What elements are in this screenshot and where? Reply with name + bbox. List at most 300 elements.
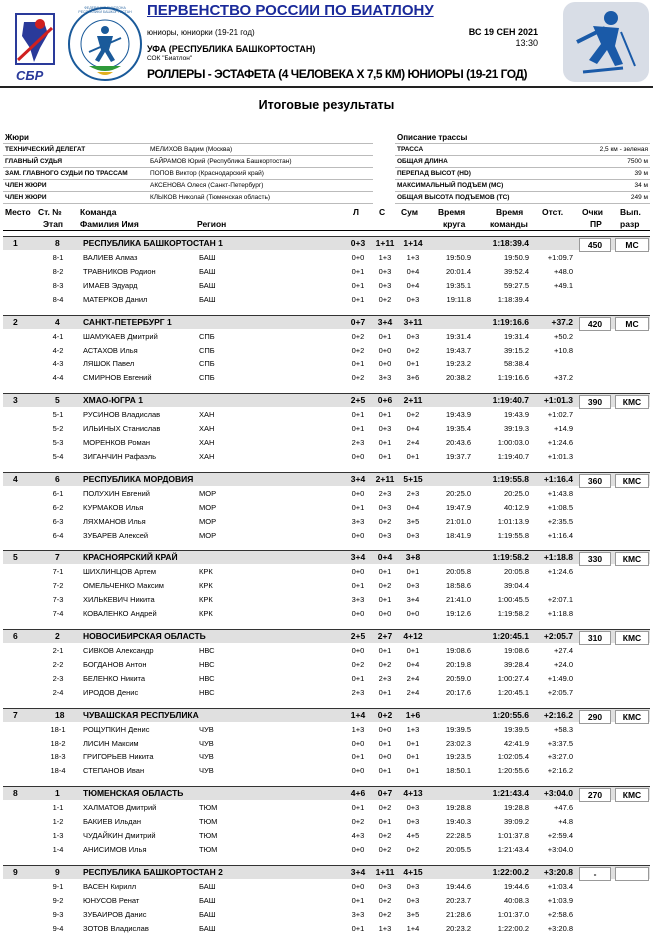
event-time: 13:30	[515, 38, 538, 48]
athlete-behind: +3:27.0	[547, 752, 573, 762]
team-place: 7	[13, 709, 18, 720]
athlete-lap: 20:19.8	[445, 659, 471, 669]
athlete-stage: 2-4	[52, 687, 64, 697]
col-s: С	[379, 207, 386, 217]
team-time: 1:20:45.1	[492, 631, 529, 641]
jury-row	[3, 180, 373, 192]
athlete-region: ТЮМ	[199, 817, 218, 827]
athlete-behind: +27.4	[554, 646, 573, 655]
athlete-behind: +1:43.8	[547, 488, 573, 498]
team-name: ЧУВАШСКАЯ РЕСПУБЛИКА	[83, 709, 199, 720]
athlete-lap: 19:44.6	[445, 881, 471, 891]
athlete-sum: 3+5	[406, 516, 420, 526]
athlete-region: МОР	[199, 502, 217, 512]
athlete-row	[3, 645, 650, 658]
team-time: 1:20:55.6	[492, 709, 529, 720]
athlete-total: 39:09.2	[503, 817, 529, 827]
athlete-name: ИЛЬИНЫХ Станислав	[83, 424, 161, 434]
team-bib: 2	[55, 631, 60, 641]
col-lap-time-2: круга	[443, 219, 466, 229]
col-points: Очки	[582, 207, 604, 217]
athlete-total: 19:50.9	[503, 253, 529, 262]
course-title: Описание трассы	[397, 133, 468, 142]
team-points: 290	[579, 710, 611, 724]
course-label: ТРАССА	[397, 146, 424, 153]
team-sum: 1+14	[403, 238, 423, 248]
athlete-stage: 5-4	[52, 451, 64, 461]
athlete-s: 0+3	[378, 280, 392, 290]
team-l: 2+5	[350, 395, 366, 406]
team-row	[3, 629, 650, 643]
athlete-sum: 0+3	[406, 803, 420, 813]
team-behind: +1:18.8	[543, 552, 573, 563]
athlete-behind: +1:02.7	[547, 410, 573, 420]
athlete-stage: 7-2	[52, 581, 64, 591]
team-place: 1	[13, 238, 18, 248]
athlete-lap: 20:23.2	[445, 923, 471, 933]
athlete-l: 0+1	[351, 359, 365, 369]
athlete-stage: 1-1	[52, 803, 64, 813]
sbr-logo	[10, 4, 60, 88]
athlete-lap: 19:12.6	[445, 609, 471, 619]
col-bib: Ст. №	[38, 207, 62, 217]
athlete-sum: 3+4	[406, 595, 420, 605]
athlete-lap: 23:02.3	[445, 738, 471, 748]
athlete-region: БАШ	[199, 280, 216, 290]
athlete-lap: 21:01.0	[445, 516, 471, 526]
athlete-row	[3, 895, 650, 908]
team-sum: 4+13	[403, 788, 423, 799]
athlete-stage: 7-1	[52, 567, 64, 577]
athlete-l: 0+2	[351, 659, 365, 669]
athlete-name: ЮНУСОВ Ренат	[83, 895, 140, 905]
athlete-region: ХАН	[199, 410, 215, 420]
athlete-behind: +3:37.5	[547, 738, 573, 748]
athlete-l: 0+2	[351, 373, 365, 383]
athlete-lap: 19:23.5	[445, 752, 471, 762]
athlete-name: ВАЛИЕВ Алмаз	[83, 253, 138, 262]
team-name: ТЮМЕНСКАЯ ОБЛАСТЬ	[83, 788, 184, 799]
athlete-stage: 8-4	[52, 294, 64, 304]
athlete-row	[3, 252, 650, 265]
athlete-lap: 19:39.5	[445, 724, 471, 734]
athlete-row	[3, 423, 650, 436]
athlete-lap: 19:23.2	[445, 359, 471, 369]
athlete-row	[3, 437, 650, 450]
athlete-total: 19:39.5	[503, 724, 529, 734]
event-date: ВС 19 СЕН 2021	[468, 27, 538, 37]
athlete-behind: +49.1	[554, 280, 573, 290]
sbr-logo-text: СБР	[16, 68, 44, 83]
athlete-stage: 5-1	[52, 410, 64, 420]
athlete-sum: 3+5	[406, 909, 420, 919]
athlete-l: 4+3	[351, 831, 365, 840]
team-row	[3, 708, 650, 722]
athlete-name: РОЩУПКИН Денис	[83, 724, 150, 734]
course-row	[395, 144, 650, 156]
athlete-region: СПБ	[199, 359, 215, 369]
header-divider	[0, 86, 653, 88]
athlete-l: 0+2	[351, 817, 365, 827]
team-bib: 9	[55, 866, 60, 877]
team-behind: +3:04.0	[543, 788, 573, 799]
athlete-row	[3, 516, 650, 529]
athlete-row	[3, 345, 650, 358]
athlete-region: НВС	[199, 659, 215, 669]
athlete-name: ЗУБАИРОВ Данис	[83, 909, 147, 919]
athlete-stage: 18-1	[50, 724, 66, 734]
athlete-lap: 21:41.0	[445, 595, 471, 605]
col-name: Фамилия Имя	[80, 219, 139, 229]
team-sum: 3+8	[405, 552, 421, 563]
athlete-behind: +2:07.1	[547, 595, 573, 605]
athlete-sum: 0+4	[406, 659, 420, 669]
athlete-sum: 0+1	[406, 567, 420, 577]
athlete-total: 1:22:00.2	[497, 923, 529, 933]
athlete-stage: 7-4	[52, 609, 64, 619]
col-behind: Отст.	[542, 207, 564, 217]
athlete-behind: +48.0	[554, 266, 573, 276]
team-row	[3, 236, 650, 250]
athlete-s: 0+1	[378, 567, 392, 577]
jury-label: ЗАМ. ГЛАВНОГО СУДЬИ ПО ТРАССАМ	[5, 170, 128, 177]
athlete-sum: 0+1	[406, 752, 420, 762]
athlete-sum: 0+3	[406, 881, 420, 891]
athlete-s: 2+3	[378, 488, 392, 498]
athlete-total: 19:28.8	[503, 803, 529, 813]
athlete-name: ВАСЕН Кирилл	[83, 881, 137, 891]
athlete-lap: 19:31.4	[445, 331, 471, 341]
athlete-l: 3+3	[351, 909, 365, 919]
course-row	[395, 192, 650, 204]
athlete-l: 0+0	[351, 609, 365, 619]
biathlon-pictogram	[563, 2, 649, 82]
athlete-behind: +1:03.4	[547, 881, 573, 891]
federation-logo	[67, 6, 143, 82]
athlete-stage: 4-2	[52, 345, 64, 355]
athlete-l: 0+0	[351, 567, 365, 577]
athlete-behind: +3:04.0	[547, 844, 573, 854]
athlete-region: ТЮМ	[199, 831, 218, 840]
athlete-total: 1:01:37.0	[497, 909, 529, 919]
team-l: 3+4	[350, 473, 366, 484]
athlete-behind: +2:05.7	[547, 687, 573, 697]
athlete-s: 0+3	[378, 881, 392, 891]
athlete-name: ЗОТОВ Владислав	[83, 923, 149, 933]
team-row	[3, 472, 650, 486]
athlete-sum: 0+2	[406, 345, 420, 355]
athlete-behind: +1:18.8	[547, 609, 573, 619]
athlete-lap: 19:47.9	[445, 502, 471, 512]
athlete-total: 58:38.4	[503, 359, 529, 369]
athlete-sum: 0+2	[406, 844, 420, 854]
jury-title: Жюри	[5, 133, 29, 142]
athlete-row	[3, 266, 650, 279]
athlete-row	[3, 608, 650, 621]
athlete-behind: +1:03.9	[547, 895, 573, 905]
team-name: КРАСНОЯРСКИЙ КРАЙ	[83, 552, 178, 563]
athlete-total: 1:00:03.0	[497, 438, 529, 447]
athlete-region: НВС	[199, 687, 215, 697]
athlete-stage: 6-1	[52, 488, 64, 498]
jury-value: МЕЛИХОВ Вадим (Москва)	[150, 146, 233, 153]
athlete-s: 0+0	[378, 359, 392, 369]
athlete-s: 0+1	[378, 410, 392, 420]
jury-label: ТЕХНИЧЕСКИЙ ДЕЛЕГАТ	[5, 146, 86, 153]
athlete-name: СТЕПАНОВ Иван	[83, 766, 145, 776]
athlete-sum: 1+4	[406, 923, 420, 933]
course-row	[395, 156, 650, 168]
course-value: 34 м	[634, 182, 648, 189]
jury-value: АКСЕНОВА Олеся (Санкт-Петербург)	[150, 182, 264, 189]
athlete-name: ИРОДОВ Денис	[83, 687, 139, 697]
athlete-behind: +3:20.8	[547, 923, 573, 933]
athlete-l: 2+3	[351, 438, 365, 447]
team-rank: КМС	[615, 395, 649, 409]
athlete-s: 0+2	[378, 581, 392, 591]
team-s: 3+4	[377, 316, 393, 327]
athlete-stage: 18-3	[50, 752, 66, 762]
athlete-name: СИВКОВ Александр	[83, 646, 154, 655]
athlete-lap: 20:25.0	[445, 488, 471, 498]
athlete-sum: 0+3	[406, 581, 420, 591]
athlete-l: 0+0	[351, 766, 365, 776]
athlete-lap: 19:37.7	[445, 451, 471, 461]
athlete-lap: 20:05.5	[445, 844, 471, 854]
athlete-total: 39:52.4	[503, 266, 529, 276]
event-title: ПЕРВЕНСТВО РОССИИ ПО БИАТЛОНУ	[147, 2, 434, 19]
col-rank: Вып.	[620, 207, 641, 217]
athlete-name: ТРАВНИКОВ Родион	[83, 266, 156, 276]
athlete-total: 39:19.3	[503, 424, 529, 434]
team-l: 1+4	[350, 709, 366, 720]
athlete-stage: 8-2	[52, 266, 64, 276]
athlete-row	[3, 923, 650, 936]
jury-label: ЧЛЕН ЖЮРИ	[5, 194, 47, 201]
col-stage: Этап	[43, 219, 64, 229]
athlete-row	[3, 358, 650, 371]
athlete-sum: 2+4	[406, 687, 420, 697]
athlete-sum: 2+4	[406, 438, 420, 447]
col-team-time-2: команды	[490, 219, 528, 229]
course-label: ОБЩАЯ ВЫСОТА ПОДЪЕМОВ (TC)	[397, 194, 510, 201]
team-points: 450	[579, 238, 611, 252]
athlete-sum: 0+3	[406, 817, 420, 827]
athlete-sum: 0+3	[406, 331, 420, 341]
athlete-lap: 19:50.9	[445, 253, 471, 262]
athlete-behind: +14.9	[554, 424, 573, 434]
athlete-l: 0+0	[351, 488, 365, 498]
athlete-s: 0+2	[378, 294, 392, 304]
athlete-row	[3, 659, 650, 672]
race-title: РОЛЛЕРЫ - ЭСТАФЕТА (4 ЧЕЛОВЕКА Х 7,5 КМ) ЮНИОРЫ (19-21 ГОД)	[147, 67, 527, 81]
athlete-behind: +37.2	[554, 373, 573, 383]
athlete-row	[3, 502, 650, 515]
athlete-row	[3, 802, 650, 815]
team-place: 4	[13, 473, 18, 484]
athlete-l: 0+0	[351, 844, 365, 854]
athlete-sum: 0+3	[406, 530, 420, 540]
athlete-region: КРК	[199, 609, 213, 619]
athlete-lap: 20:01.4	[445, 266, 471, 276]
athlete-region: МОР	[199, 488, 217, 498]
athlete-region: БАШ	[199, 253, 216, 262]
athlete-region: СПБ	[199, 345, 215, 355]
athlete-sum: 4+5	[406, 831, 420, 840]
team-time: 1:21:43.4	[492, 788, 529, 799]
course-value: 2,5 км - зеленая	[599, 146, 648, 153]
team-name: РЕСПУБЛИКА БАШКОРТОСТАН 1	[83, 238, 223, 248]
team-rank: КМС	[615, 710, 649, 724]
athlete-stage: 5-2	[52, 424, 64, 434]
athlete-behind: +2:16.2	[547, 766, 573, 776]
athlete-name: КОВАЛЕНКО Андрей	[83, 609, 157, 619]
athlete-s: 0+1	[378, 687, 392, 697]
athlete-region: НВС	[199, 646, 215, 655]
jury-row	[3, 192, 373, 204]
athlete-lap: 18:58.6	[445, 581, 471, 591]
athlete-sum: 2+4	[406, 673, 420, 683]
team-bib: 7	[55, 552, 60, 563]
athlete-region: ЧУВ	[199, 752, 214, 762]
athlete-stage: 4-3	[52, 359, 64, 369]
athlete-row	[3, 881, 650, 894]
athlete-region: СПБ	[199, 373, 215, 383]
athlete-lap: 21:28.6	[445, 909, 471, 919]
athlete-s: 0+1	[378, 331, 392, 341]
athlete-region: ХАН	[199, 424, 215, 434]
athlete-l: 0+1	[351, 581, 365, 591]
athlete-s: 0+0	[378, 752, 392, 762]
athlete-name: ШИХЛИНЦОВ Артем	[83, 567, 156, 577]
team-place: 2	[13, 316, 18, 327]
team-s: 2+11	[375, 473, 395, 484]
athlete-row	[3, 687, 650, 700]
athlete-s: 0+2	[378, 895, 392, 905]
athlete-name: АНИСИМОВ Илья	[83, 844, 147, 854]
team-row	[3, 315, 650, 329]
athlete-stage: 4-4	[52, 373, 64, 383]
athlete-name: СМИРНОВ Евгений	[83, 373, 152, 383]
team-sum: 5+15	[403, 473, 423, 484]
athlete-name: БАКИЕВ Ильдан	[83, 817, 141, 827]
athlete-lap: 19:35.1	[445, 280, 471, 290]
team-time: 1:19:40.7	[492, 395, 529, 406]
course-table	[395, 143, 650, 204]
course-value: 249 м	[630, 194, 648, 201]
athlete-row	[3, 844, 650, 857]
athlete-sum: 0+4	[406, 266, 420, 276]
athlete-s: 1+3	[378, 253, 392, 262]
athlete-region: ХАН	[199, 451, 215, 461]
athlete-behind: +10.8	[554, 345, 573, 355]
jury-label: ГЛАВНЫЙ СУДЬЯ	[5, 158, 63, 165]
athlete-name: ЛЯХМАНОВ Илья	[83, 516, 146, 526]
team-row	[3, 550, 650, 564]
athlete-total: 1:20:45.1	[497, 687, 529, 697]
athlete-behind: +58.3	[554, 724, 573, 734]
athlete-l: 0+1	[351, 502, 365, 512]
team-s: 0+4	[377, 552, 393, 563]
athlete-lap: 20:38.2	[445, 373, 471, 383]
athlete-row	[3, 580, 650, 593]
athlete-region: БАШ	[199, 923, 216, 933]
athlete-name: БЕЛЕНКО Никита	[83, 673, 146, 683]
athlete-total: 39:15.2	[503, 345, 529, 355]
athlete-stage: 1-4	[52, 844, 64, 854]
team-rank	[615, 867, 649, 881]
col-lap-time: Время	[438, 207, 466, 217]
athlete-behind: +1:01.3	[547, 451, 573, 461]
event-city: УФА (РЕСПУБЛИКА БАШКОРТОСТАН)	[147, 44, 316, 54]
team-place: 6	[13, 631, 18, 641]
athlete-total: 20:05.8	[503, 567, 529, 577]
athlete-lap: 22:28.5	[445, 831, 471, 840]
athlete-l: 3+3	[351, 595, 365, 605]
athlete-stage: 9-1	[52, 881, 64, 891]
athlete-lap: 20:59.0	[445, 673, 471, 683]
course-row	[395, 180, 650, 192]
team-behind: +3:20.8	[543, 866, 573, 877]
team-sum: 1+6	[405, 709, 421, 720]
athlete-row	[3, 738, 650, 751]
athlete-row	[3, 673, 650, 686]
team-behind: +1:01.3	[543, 395, 573, 406]
athlete-total: 1:21:43.4	[497, 844, 529, 854]
athlete-total: 19:43.9	[503, 410, 529, 420]
athlete-l: 1+3	[351, 724, 365, 734]
col-team: Команда	[80, 207, 117, 217]
jury-label: ЧЛЕН ЖЮРИ	[5, 182, 47, 189]
team-s: 1+11	[375, 866, 395, 877]
team-rank: КМС	[615, 552, 649, 566]
athlete-l: 0+1	[351, 424, 365, 434]
athlete-total: 1:02:05.4	[497, 752, 529, 762]
col-sum: Сум	[401, 207, 419, 217]
team-row	[3, 393, 650, 407]
team-l: 0+3	[350, 238, 366, 248]
athlete-sum: 0+1	[406, 646, 420, 655]
athlete-behind: +2:59.4	[547, 831, 573, 840]
athlete-s: 0+0	[378, 724, 392, 734]
col-rank-2: разр	[620, 219, 640, 229]
athlete-l: 0+1	[351, 895, 365, 905]
athlete-name: ХАЛМАТОВ Дмитрий	[83, 803, 157, 813]
athlete-row	[3, 751, 650, 764]
athlete-row	[3, 331, 650, 344]
athlete-lap: 19:28.8	[445, 803, 471, 813]
athlete-name: ГРИГОРЬЕВ Никита	[83, 752, 154, 762]
athlete-total: 1:19:16.6	[497, 373, 529, 383]
col-l: Л	[353, 207, 359, 217]
athlete-l: 0+2	[351, 331, 365, 341]
athlete-l: 0+1	[351, 803, 365, 813]
athlete-row	[3, 724, 650, 737]
athlete-s: 0+2	[378, 909, 392, 919]
athlete-row	[3, 294, 650, 307]
athlete-behind: +1:08.5	[547, 502, 573, 512]
team-bib: 4	[55, 316, 60, 327]
athlete-region: БАШ	[199, 881, 216, 891]
course-label: ПЕРЕПАД ВЫСОТ (HD)	[397, 170, 471, 177]
athlete-row	[3, 566, 650, 579]
athlete-l: 0+0	[351, 530, 365, 540]
athlete-behind: +1:49.0	[547, 673, 573, 683]
athlete-row	[3, 909, 650, 922]
team-sum: 2+11	[403, 395, 423, 406]
athlete-s: 0+2	[378, 831, 392, 840]
athlete-total: 40:08.3	[503, 895, 529, 905]
